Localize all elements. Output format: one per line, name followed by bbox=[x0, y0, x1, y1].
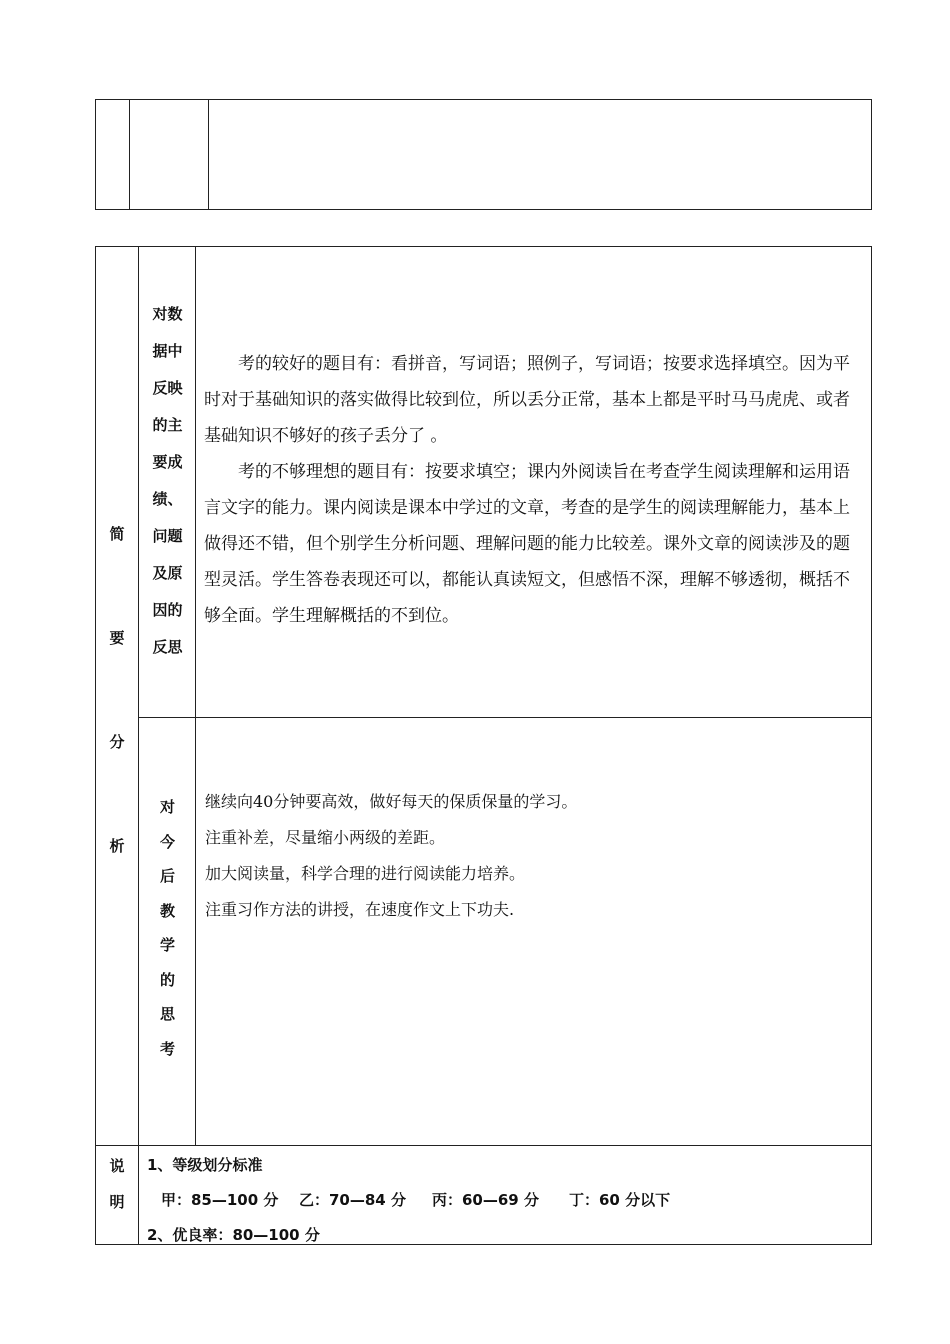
future-content bbox=[205, 784, 855, 928]
grade-b: 乙：70—84 分 bbox=[299, 1191, 406, 1209]
section-char: 分 bbox=[109, 733, 125, 751]
reflection-label-line: 反思 bbox=[152, 638, 183, 656]
reflection-paragraph: 考的较好的题目有：看拼音，写词语；照例子，写词语；按要求选择填空。因为平时对于基础知识的落实做得比较到位，所以丢分正常，基本上都是平时马马虎虎、或者基础知识不够好的孩子丢分了 。 bbox=[204, 354, 850, 446]
reflection-label-line: 问题 bbox=[152, 527, 183, 545]
note-content bbox=[147, 1148, 862, 1253]
future-label-char: 思 bbox=[159, 1005, 175, 1023]
reflection-label-line: 因的 bbox=[152, 601, 183, 619]
future-label-char: 学 bbox=[159, 936, 175, 954]
note-label bbox=[96, 1148, 138, 1220]
grade-levels bbox=[147, 1183, 862, 1218]
future-item: 注重补差，尽量缩小两级的差距。 bbox=[205, 828, 446, 847]
excellent-rate: 2、优良率：80—100 分 bbox=[147, 1226, 320, 1244]
future-label-char: 对 bbox=[159, 798, 175, 816]
section-label bbox=[96, 520, 138, 872]
section-char: 要 bbox=[109, 629, 125, 647]
reflection-label-line: 绩、 bbox=[152, 490, 183, 508]
reflection-content bbox=[204, 346, 864, 634]
note-label-char: 明 bbox=[109, 1193, 125, 1211]
future-label-char: 今 bbox=[159, 832, 175, 851]
reflection-label-line: 的主 bbox=[152, 416, 183, 434]
reflection-label-line: 据中 bbox=[152, 342, 183, 360]
note-label-char: 说 bbox=[109, 1157, 125, 1175]
grading-standard-title: 1、等级划分标准 bbox=[147, 1156, 263, 1174]
reflection-paragraph: 考的不够理想的题目有：按要求填空；课内外阅读旨在考查学生阅读理解和运用语言文字的能力。课内阅读是课本中学过的文章，考查的是学生的阅读理解能力，基本上做得还不错，但个别学生分析问题、理解问题的能力比较差。课外文章的阅读涉及的题型灵活。学生答卷表现还可以，都能认真读短文，但感悟不深，理解不够透彻，概括不够全面。学生理解概括的不到位。 bbox=[204, 462, 850, 626]
reflection-label-line: 对数 bbox=[152, 305, 183, 323]
future-label-char: 教 bbox=[159, 901, 175, 920]
reflection-label-line: 要成 bbox=[152, 453, 183, 471]
reflection-label bbox=[139, 296, 196, 666]
future-label bbox=[139, 790, 196, 1066]
grade-d: 丁：60 分以下 bbox=[569, 1191, 671, 1209]
section-char: 析 bbox=[109, 837, 125, 855]
future-label-char: 考 bbox=[159, 1039, 175, 1058]
future-item: 继续向40分钟要高效，做好每天的保质保量的学习。 bbox=[205, 792, 578, 811]
top-table bbox=[95, 99, 872, 210]
section-char: 简 bbox=[109, 525, 125, 543]
future-item: 注重习作方法的讲授，在速度作文上下功夫. bbox=[205, 900, 515, 919]
grade-a: 甲：85—100 分 bbox=[161, 1191, 279, 1209]
future-item: 加大阅读量，科学合理的进行阅读能力培养。 bbox=[205, 864, 526, 883]
reflection-label-line: 及原 bbox=[152, 564, 183, 582]
reflection-label-line: 反映 bbox=[152, 379, 183, 397]
future-label-char: 后 bbox=[159, 867, 175, 885]
future-label-char: 的 bbox=[159, 970, 175, 989]
grade-c: 丙：60—69 分 bbox=[432, 1191, 539, 1209]
